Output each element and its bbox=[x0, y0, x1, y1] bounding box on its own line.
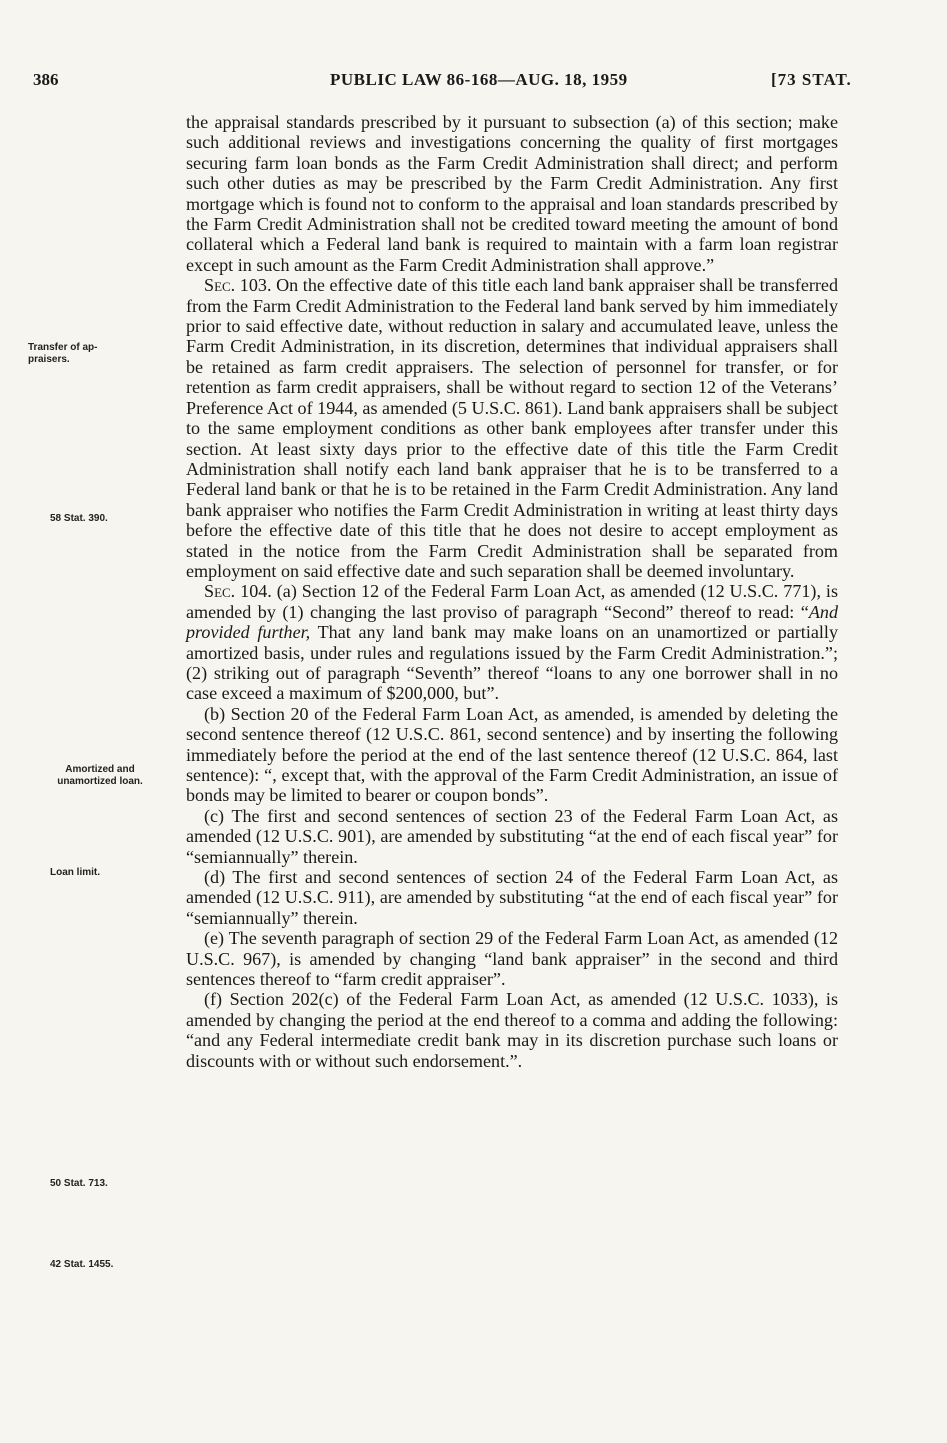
margin-note-loan-limit: Loan limit. bbox=[50, 867, 100, 878]
margin-note-42-stat: 42 Stat. 1455. bbox=[50, 1259, 114, 1270]
margin-note-amortized-line2: unamortized loan. bbox=[57, 776, 143, 787]
margin-note-amortized-line1: Amortized and bbox=[65, 764, 135, 775]
section-104-f: (f) Section 202(c) of the Federal Farm Loan Act, as amended (12 U.S.C. 1033), is amended by changing the period at the end thereof to a comma and adding the following: “and any Federal intermediate credit bank may in its discretion purchase such loans or discounts with or without such endorsement.”. bbox=[186, 989, 838, 1071]
margin-note-amortized bbox=[25, 764, 175, 788]
section-104-a-italic: And provided further, bbox=[186, 601, 838, 643]
margin-note-transfer-line2: praisers. bbox=[28, 354, 70, 365]
section-104-e: (e) The seventh paragraph of section 29 of the Federal Farm Loan Act, as amended (12 U.S.C. 967), is amended by changing “land bank appraiser” in the second and third sentences thereof to “farm credit appraiser”. bbox=[186, 928, 838, 990]
section-103-label: Sec. 103. bbox=[204, 275, 272, 296]
section-104-b: (b) Section 20 of the Federal Farm Loan Act, as amended, is amended by deleting the second sentence thereof (12 U.S.C. 861, second sentence) and by inserting the following immediately before the period at the end of the last sentence thereof (12 U.S.C. 864, last sentence): “, except that, with the approval of the Farm Credit Administration, an issue of bonds may be limited to bearer or coupon bonds”. bbox=[186, 703, 838, 806]
section-104-a bbox=[186, 581, 838, 703]
page-number: 386 bbox=[33, 70, 59, 89]
section-103 bbox=[186, 275, 838, 581]
section-104-label: Sec. 104. bbox=[204, 581, 272, 602]
margin-note-58-stat: 58 Stat. 390. bbox=[50, 513, 108, 524]
margin-note-transfer-line1: Transfer of ap- bbox=[28, 342, 98, 353]
paragraph-continuation: the appraisal standards prescribed by it pursuant to subsection (a) of this section; make such additional reviews and investigations concerning the quality of first mortgages securing farm loan bonds as the Farm Credit Administration shall direct; and perform such other duties as may be prescribed by the Farm Credit Administration. Any first mortgage which is found not to conform to the appraisal and loan standards prescribed by the Farm Credit Administration shall not be credited toward meeting the amount of bond collateral which a Federal land bank is required to maintain with a farm loan registrar except in such amount as the Farm Credit Administration shall approve.” bbox=[186, 112, 838, 275]
section-103-text: On the effective date of this title each land bank appraiser shall be transferred from the Farm Credit Administration to the Federal land bank served by him immediately prior to said effective date, without reduction in salary and accumulated leave, unless the Farm Credit Administration, in its discretion, determines that individual appraisers shall be retained as farm credit appraisers. The selection of personnel for transfer, or for retention as farm credit appraisers, shall be without regard to section 12 of the Veterans’ Preference Act of 1944, as amended (5 U.S.C. 861). Land bank appraisers shall be subject to the same employment conditions as other bank employees after transfer under this section. At least sixty days prior to the effective date of this title the Farm Credit Administration shall notify each land bank appraiser that he is to be transferred to a Federal land bank or that he is to be retained in the Farm Credit Administration. Any land bank appraiser who notifies the Farm Credit Administration in writing at least thirty days before the effective date of this title that he does not desire to accept employment as stated in the notice from the Farm Credit Administration shall be separated from employment on said effective date and such separation shall be deemed involuntary. bbox=[186, 275, 839, 581]
running-head: PUBLIC LAW 86-168—AUG. 18, 1959 bbox=[330, 70, 628, 89]
section-104-a-post: That any land bank may make loans on an unamortized or partially amortized basis, under rules and regulations issued by the Farm Credit Administration.”; (2) striking out of paragraph “Seventh” thereof “loans to any one borrower shall in no case exceed a maximum of $200,000, but”. bbox=[186, 622, 838, 704]
margin-note-transfer bbox=[28, 342, 178, 366]
section-104-a-pre: (a) Section 12 of the Federal Farm Loan Act, as amended (12 U.S.C. 771), is amended by (1) changing the last proviso of paragraph “Second” thereof to read: “ bbox=[186, 581, 838, 622]
body-text bbox=[186, 112, 838, 1071]
section-104-c: (c) The first and second sentences of section 23 of the Federal Farm Loan Act, as amended (12 U.S.C. 901), are amended by substituting “at the end of each fiscal year” for “semiannually” therein. bbox=[186, 805, 838, 867]
section-104-d: (d) The first and second sentences of section 24 of the Federal Farm Loan Act, as amended (12 U.S.C. 911), are amended by substituting “at the end of each fiscal year” for “semiannually” therein. bbox=[186, 867, 838, 928]
margin-note-50-stat: 50 Stat. 713. bbox=[50, 1178, 108, 1189]
volume-reference: [73 STAT. bbox=[771, 70, 852, 89]
